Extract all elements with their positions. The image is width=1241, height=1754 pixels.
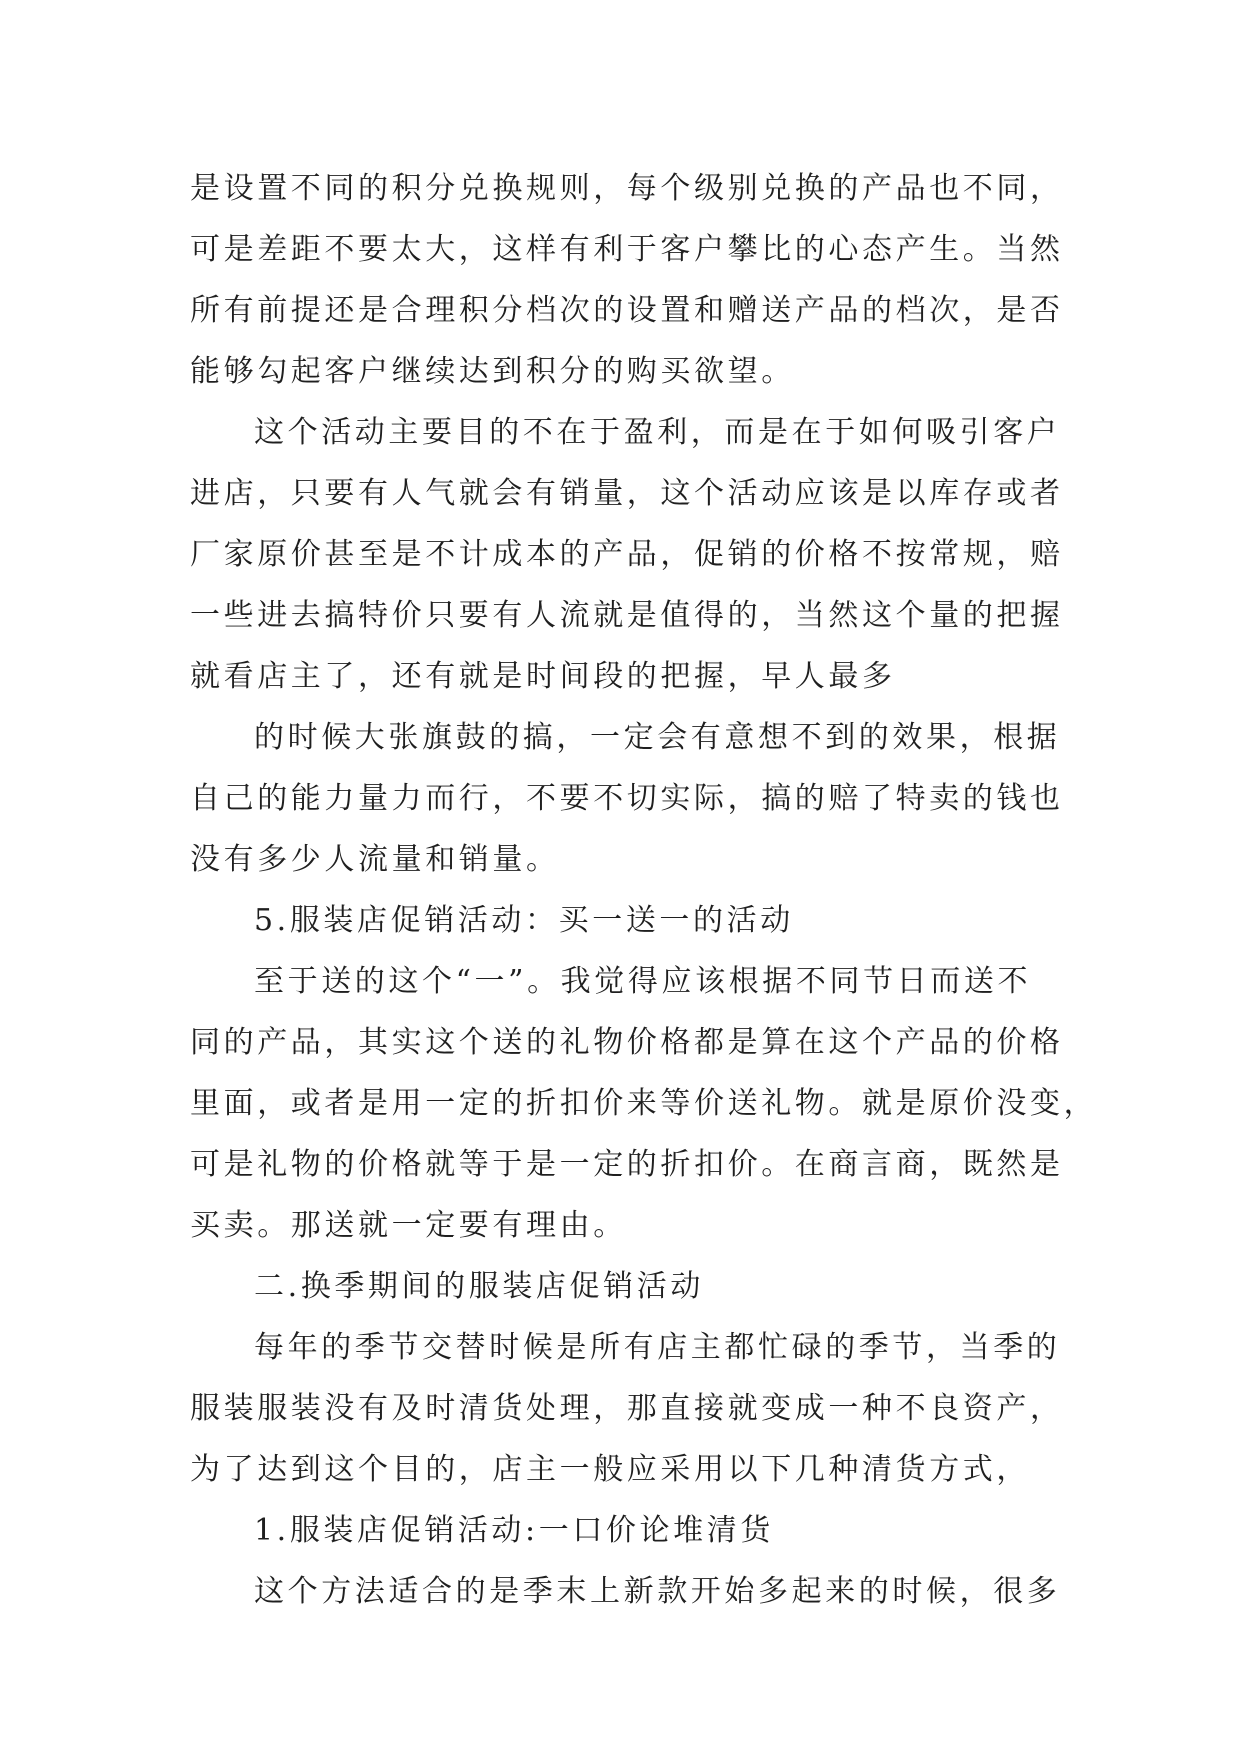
text-line: 里面，或者是用一定的折扣价来等价送礼物。就是原价没变， [190,1086,1098,1121]
text-line: 同的产品，其实这个送的礼物价格都是算在这个产品的价格 [190,1025,1064,1060]
text-line: 一些进去搞特价只要有人流就是值得的，当然这个量的把握 [190,598,1064,633]
text-line: 厂家原价甚至是不计成本的产品，促销的价格不按常规，赔 [190,537,1064,572]
text-line: 为了达到这个目的，店主一般应采用以下几种清货方式， [190,1452,1030,1487]
paragraph-start-line: 至于送的这个“一”。我觉得应该根据不同节日而送不 [254,964,1032,999]
section-heading: 二.换季期间的服装店促销活动 [254,1269,704,1304]
section-heading: 1.服装店促销活动:一口价论堆清货 [254,1513,774,1548]
text-line: 进店，只要有人气就会有销量，这个活动应该是以库存或者 [190,476,1064,511]
paragraph-start-line: 的时候大张旗鼓的搞，一定会有意想不到的效果，根据 [254,720,1061,755]
paragraph-start-line: 每年的季节交替时候是所有店主都忙碌的季节，当季的 [254,1330,1061,1365]
text-line: 是设置不同的积分兑换规则，每个级别兑换的产品也不同， [190,171,1064,206]
paragraph-start-line: 这个活动主要目的不在于盈利，而是在于如何吸引客户 [254,415,1061,450]
text-line: 没有多少人流量和销量。 [190,842,560,877]
text-line: 买卖。那送就一定要有理由。 [190,1208,627,1243]
text-line: 服装服装没有及时清货处理，那直接就变成一种不良资产， [190,1391,1064,1426]
text-line: 能够勾起客户继续达到积分的购买欲望。 [190,354,795,389]
text-line: 所有前提还是合理积分档次的设置和赠送产品的档次，是否 [190,293,1064,328]
text-line: 可是礼物的价格就等于是一定的折扣价。在商言商，既然是 [190,1147,1064,1182]
text-line: 可是差距不要太大，这样有利于客户攀比的心态产生。当然 [190,232,1064,267]
paragraph-start-line: 这个方法适合的是季末上新款开始多起来的时候，很多 [254,1574,1061,1609]
text-line: 自己的能力量力而行，不要不切实际，搞的赔了特卖的钱也 [190,781,1064,816]
section-heading: 5.服装店促销活动：买一送一的活动 [254,903,794,938]
text-line: 就看店主了，还有就是时间段的把握，早人最多 [190,659,896,694]
document-body [190,158,1098,1622]
